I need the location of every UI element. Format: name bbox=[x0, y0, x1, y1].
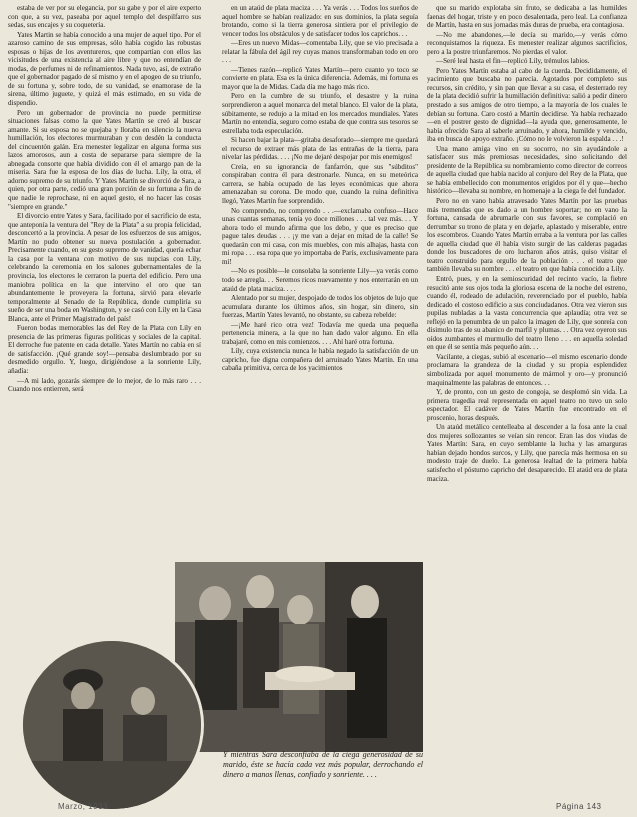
text-column-2 bbox=[222, 4, 418, 559]
paragraph: Creía, en su ignorancia de fanfarrón, que sus "súbditos" conspiraban contra él para destronarle. Nunca, en su meteórica carrera, se había ocupado de las leyes económicas que ahora amenazaban su corona. De modo que, cuando la ruina definitiva llegó, Yates Martín fue sorprendido. bbox=[222, 162, 418, 206]
paragraph: Fueron bodas memorables las del Rey de la Plata con Lily en presencia de las primeras figuras políticas y sociales de la capital. El derroche fue patente en cada detalle. Yates Martín no cabía en sí de satisfacción. ¡Qué grande soy!—pensaba deslumbrado por su desmedido orgullo. Y, luego, dirigiéndose a la sonriente Lily, añadía: bbox=[8, 324, 201, 375]
paragraph: Entró, pues, y en la semioscuridad del recinto vacío, la fiebre resucitó ante sus ojos toda la gloriosa escena de la noche del estreno, cuando él, rodeado de adulación, reverenciado por el pueblo, había dedicado el costoso edificio a sus conciudadanos. Otra vez vieron sus pupilas nubladas a la vasta concurrencia que aplaudía; otra vez se reflejó en la penumbra de un palco la imagen de Lily, que sonreía con disimulo tras de su abanico de marfil y plumas. . . Otra vez oyeron sus oídos zumbantes el murmullo del teatro lleno . . . en aquella soledad en que él se sentía más pequeño aún. . . bbox=[427, 274, 627, 352]
paragraph: No comprendo, no comprendo . . .—exclamaba confuso—Hace unas cuantas semanas, tenía yo doce millones . . . tal vez más. . . Y ahora todo el mundo afirma que los debo, y que es preciso que pague tales deudas . . . ¡y me van a dejar en mitad de la calle! Se quedarán con mi casa, con mis muebles, con mis alhajas, hasta con mi ropa . . . esa ropa que yo importaba de París, exclusivamente para mí! bbox=[222, 206, 418, 266]
film-still-illustration bbox=[175, 562, 423, 752]
paragraph: El divorcio entre Yates y Sara, facilitado por el sacrificio de esta, que anteponía la ventura del "Rey de la Plata" a su propia felicidad, desconcertó a la provincia. A pesar de los esfuerzos de sus amigos, Martín no pudo obtener su nueva postulación a gobernador. Precisamente cuando, en su gesto supremo de vanidad, quería echar la casa por la ventana con motivo de sus nupcias con Lily, celebrando la ceremonia en los salones gubernamentales de la provincia, los electores le cerraron la puerta del edificio. Pero una maniobra política en la que intervino el oro que tan abundantemente le proveyera la fortuna, sirvió para elevarle temporalmente al Senado de la República, donde cumpliría su sueño de ser una boda en Washington, y se casó con Lily en la Casa Blanca, ante el Primer Magistrado del país! bbox=[8, 212, 201, 323]
paragraph: Pero Yates Martín estaba al cabo de la cuerda. Decididamente, el yacimiento que buscaba no parecía. Agotados por completo sus recursos, sin crédito, y sin pan que llevar a su casa, el desterrado rey de la plata decidió sufrir la humillación definitiva: salió a pedir dinero prestado a sus amigos de otro tiempo, a la mayoría de los cuales le debían su fortuna. Caro costó a Martín decidirse. Ya había rechazado—en el postrer gesto de dignidad—la ayuda que, generosamente, le había ofrecido Sara al saberle arruinado, y ahora, humilde y vencido, iba en busca de apoyo extraño. ¡Cómo no le volvieron la espalda . . .! bbox=[427, 66, 627, 144]
text-column-1 bbox=[8, 4, 201, 395]
paragraph: estaba de ver por su elegancia, por su gabe y por el aire experto con que, a su vez, paseaba por aquel templo del despilfarro sus sedas, sus encajes y su coquetería. bbox=[8, 4, 201, 30]
paragraph: Lily, cuya existencia nunca le había negado la satisfacción de un capricho, fue digna compañera del arruinado Yates Martín. En una cabaña primitiva, cerca de los yacimientos bbox=[222, 347, 418, 373]
footer-page-number: Página 143 bbox=[556, 802, 602, 811]
paragraph: Alentado por su mujer, despojado de todos los objetos de lujo que acumulara durante los últimos años, sin hogar, sin dinero, sin fuerzas, Martín Yates levantó, no obstante, su cabeza rebelde: bbox=[222, 294, 418, 320]
paragraph: —No me abandones,—le decía su marido,—y verás cómo reconquistamos la riqueza. Es menester realizar algunos sacrificios, pero a la postre triunfaremos. No pierdas el valor. bbox=[427, 30, 627, 56]
paragraph: —Eres un nuevo Midas—comentaba Lily, que se vio precisada a relatar la fábula del ágil rey cuyas manos transformaban todo en oro . . . bbox=[222, 39, 418, 65]
film-still-photo bbox=[175, 562, 423, 752]
paragraph: en un ataúd de plata maciza . . . Ya verás . . . Todos los sueños de aquel hombre se habían realizado: en sus dominios, la plata seguía brotando, como si la tierra generosa sintiera por el privilegio de vencer todos los obstáculos y de satisfacer todos los caprichos. . . bbox=[222, 4, 418, 38]
circular-inset-photo bbox=[20, 638, 204, 812]
paragraph: Y, de pronto, con un gesto de congoja, se desplomó sin vida. La primera tragedia real representada en aquel teatro no tuvo un solo espectador. El cadáver de Yates Martín fue encontrado en el proscenio, horas después. bbox=[427, 388, 627, 422]
paragraph: —No es posible—le consolaba la sonriente Lily—ya verás como todo se arregla. . . Seremos ricos nuevamente y nos enterrarán en un ataúd de plata maciza. . . . bbox=[222, 267, 418, 293]
paragraph: Un ataúd metálico centelleaba al descender a la fosa ante la cual dos mujeres sollozantes se veían sin rencor. Eran las dos viudas de Yates Martín: Sara, en cuyo semblante la lucha y las amarguras habían dejado hondos surcos, y Lily, que parecía más hermosa en su modesto traje de duelo. La generosa lealtad de la primera había satisfecho el póstumo capricho del desaparecido. El ataúd era de plata maciza. bbox=[427, 423, 627, 483]
paragraph: Pero no en vano había atravesado Yates Martín por las pruebas más tremendas que es dado a un hombre soportar; no en vano la fortuna, cansada de abrumarle con sus favores, se complació en derrumbar su trono de plata y en dejarle, aplastado y miserable, entre los escombros. Cuando Yates Martín erraba a la ventura por las calles de aquella ciudad que él había visto surgir de las calderas pagadas donde los buscadores de oro lucharon años atrás, quiso visitar el teatro construido para orgullo de la población . . . el teatro que también llevaba su nombre . . . el teatro en que había conocido a Lily. bbox=[427, 197, 627, 274]
inset-illustration bbox=[23, 641, 201, 809]
paragraph: que su marido explotaba sin fruto, se dedicaba a las humildes faenas del hogar, triste y en poco desalentada, pero leal. La confianza de Martín, hasta en sus jornadas más duras de prueba, era contagiosa. bbox=[427, 4, 627, 30]
paragraph: —A mi lado, gozarás siempre de lo mejor, de lo más raro . . . Cuando nos entierren, será bbox=[8, 376, 201, 394]
footer-date: Marzo, 1933 bbox=[58, 802, 108, 811]
paragraph: Pero en la cumbre de su triunfo, el desastre y la ruina sorprendieron a aquel monarca del metal blanco. El valor de la plata, súbitamente, se redujo a la mitad en los mercados mundiales. Yates Martín no entendía, seguro como estaba de que contra sus tesoros se estrellaba toda especulación. bbox=[222, 92, 418, 135]
text-column-3 bbox=[427, 4, 627, 794]
paragraph: Si hacen bajar la plata—gritaba desaforado—siempre me quedará el recurso de extraer más plata de las entrañas de la tierra, para nivelar las pérdidas. . . . ¡No me dejaré despojar por mis enemigos! bbox=[222, 136, 418, 162]
paragraph: Vacilante, a ciegas, subió al escenario—el mismo escenario donde proclamara la grandeza de la ciudad y su propia esplendidez simbolizada por aquel monumento de mármol y oro—y pronunció maquinalmente las palabras de entonces. . . bbox=[427, 352, 627, 387]
paragraph: —Seré leal hasta el fin—replicó Lily, trémulos labios. bbox=[436, 57, 590, 66]
paragraph: Una mano amiga vino en su socorro, no sin ayudándole a satisfacer sus más premiosas necesidades, sino solicitando del presidente de la República su nombramiento como director de correos de aquella ciudad que había nacido al conjuro del Rey de la Plata, que se había embellecido con monumentos erigidos por él y que—hecho histórico—llevaba su nombre, en homenaje a la ciega fe del fundador. bbox=[427, 144, 627, 196]
paragraph: —¡Me haré rico otra vez! Todavía me queda una pequeña pertenencia minera, a la que no han dado valor alguno. En ella trabajaré, como en mis comienzos. . . . Ahí haré otra fortuna. bbox=[222, 320, 418, 346]
paragraph: Yates Martin se había conocido a una mujer de aquel tipo. Por el azaroso camino de sus empresas, sólo había cogido las robustas esposas o hijas de los aventureros, que compartían con ellos las vicisitudes de una existencia al aire libre y que no entendían de modas, de perfumes ni de refinamientos. Nada tuvo, así, de extraño que el gobernador pagado de sí mismo y en el apogeo de su triunfo, de su fortuna y, sobre todo, de su vanidad, se enamorase de la sirena, último juguete, y quizá el más estimado, en su vida de dispendio. bbox=[8, 30, 201, 108]
photo-caption: Y mientras Sara desconfiaba de la ciega generosidad de su marido, éste se hacía cada vez más popular, derrochando el dinero a manos llenas, confiado y sonriente. . . . bbox=[223, 750, 423, 780]
paragraph: —Tienes razón—replicó Yates Martín—pero cuanto yo toco se convierte en plata. Esa es la única diferencia. Además, mi fortuna es mayor que la de Midas. Cada día me hago más rico. bbox=[222, 65, 418, 91]
paragraph: Pero un gobernador de provincia no puede permitirse situaciones falsas como la que Yates Martín se creó al buscar amante. Si su esposa no se quejaba y lloraba en silencio la nueva humillación, los electores murmuraban y con desdén la conducta del cincuentón galán. Era menester legalizar en alguna forma sus lazos amorosos, aun a costa de separarse para siempre de la abnegada consorte que había dividido con él el amargo pan de la miseria. Sara fue la esposa de los días de lucha. Lily, la otra, el adorno supremo de su triunfo. Y Yates Martín se divorció de Sara, a quien, por otra parte, cedió una gran porción de su fortuna a fin de que nadie le reprochase, ni en aquel gesto, el no hacer las cosas "siempre en grande." bbox=[8, 108, 201, 211]
